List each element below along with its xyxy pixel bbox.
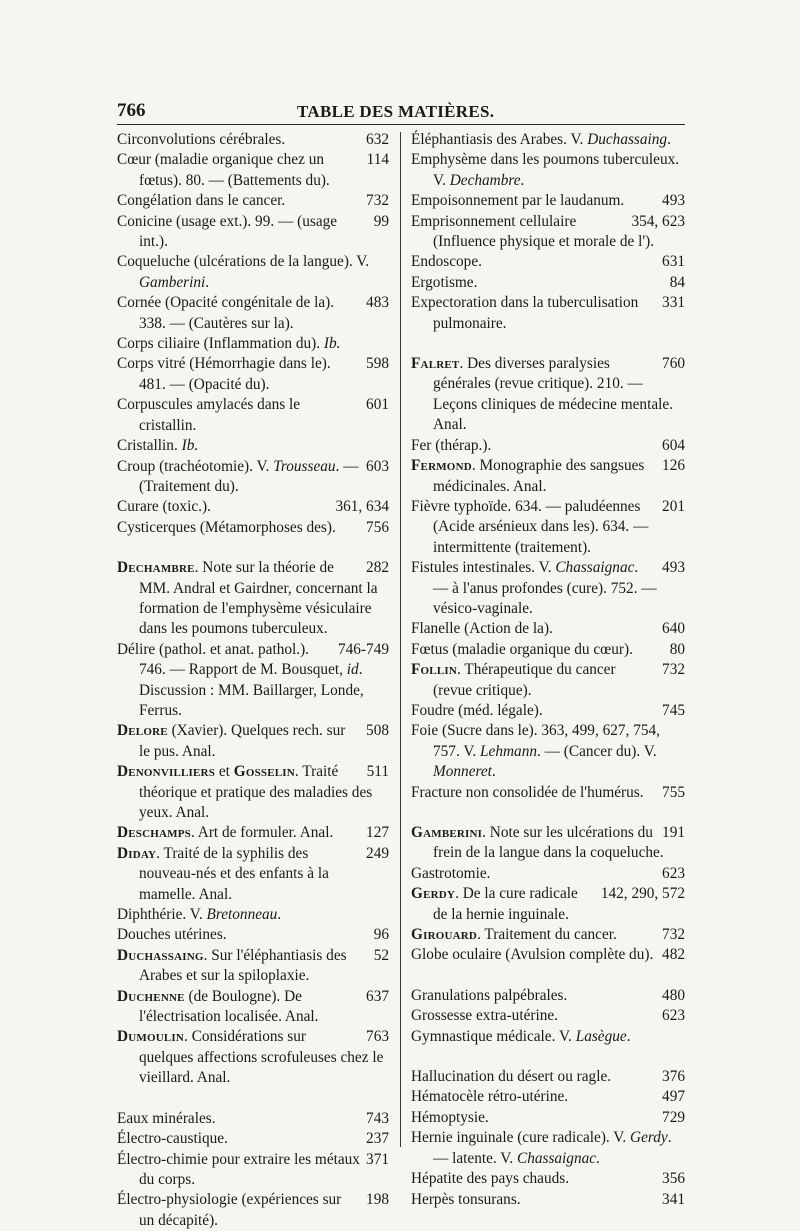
entry-crossref: id [346, 661, 359, 679]
index-entry [411, 456, 685, 497]
index-entry [411, 293, 685, 334]
entry-author: Duchenne [117, 987, 185, 1005]
entry-page-ref: 729 [662, 1108, 685, 1126]
index-entry [117, 946, 389, 987]
entry-text: Endoscope. [411, 253, 482, 271]
entry-page-ref: 80 [669, 640, 685, 658]
index-entry [117, 191, 389, 211]
index-entry [411, 640, 685, 660]
entry-page-ref: 511 [366, 763, 389, 781]
running-title: TABLE DES MATIÈRES. [297, 102, 495, 121]
entry-page-ref: 249 [366, 844, 389, 862]
index-entry [411, 150, 685, 191]
entry-text: Électro-chimie pour extraire les métaux du corps. [117, 1150, 360, 1188]
entry-page-ref: 732 [662, 661, 685, 679]
entry-page-ref: 52 [373, 946, 389, 964]
section-gap [117, 538, 389, 558]
entry-text: . Traité de la syphilis des nouveau-nés et des enfants à la mamelle. Anal. [139, 844, 329, 903]
entry-text: Grossesse extra-utérine. [411, 1007, 558, 1025]
index-entry [117, 558, 389, 640]
entry-author: Girouard [411, 926, 478, 944]
entry-text: Gymnastique médicale. V. [411, 1027, 572, 1045]
index-entry [117, 395, 389, 436]
entry-crossref: Monneret [433, 763, 492, 781]
index-entry [117, 1129, 389, 1149]
index-entry [117, 293, 389, 334]
entry-page-ref: 760 [662, 355, 685, 373]
entry-author: Dechambre [117, 559, 195, 577]
index-entry [411, 1169, 685, 1189]
index-column-right [411, 130, 685, 1210]
entry-page-ref: 603 [366, 457, 389, 475]
entry-text: . [520, 171, 525, 189]
entry-page-ref: 371 [366, 1150, 389, 1168]
entry-page-ref: 746-749 [338, 640, 389, 658]
entry-text: Cristallin. [117, 437, 178, 455]
entry-text: Empoisonnement par le laudanum. [411, 192, 625, 210]
index-entry [117, 497, 389, 517]
index-entry [117, 987, 389, 1028]
index-entry [411, 884, 685, 925]
entry-crossref: Gamberini [139, 273, 206, 291]
entry-page-ref: 598 [366, 355, 389, 373]
entry-text: et [215, 763, 234, 781]
entry-text: . Note sur la théorie de MM. Andral et Gairdner, concernant la formation de l'emphysème vésiculaire dans les poumons tuberculeux. [139, 559, 378, 638]
index-entry [117, 823, 389, 843]
entry-page-ref: 126 [662, 457, 685, 475]
index-entry [117, 1027, 389, 1088]
entry-page-ref: 743 [366, 1109, 389, 1127]
entry-page-ref: 732 [662, 926, 685, 944]
section-gap [117, 1089, 389, 1109]
entry-page-ref: 763 [366, 1028, 389, 1046]
entry-page-ref: 114 [366, 151, 389, 169]
index-entry [411, 1087, 685, 1107]
entry-text: Corps ciliaire (Inflammation du). [117, 335, 321, 353]
entry-crossref: Duchassaing [587, 131, 668, 148]
entry-page-ref: 601 [366, 396, 389, 414]
entry-text: Hépatite des pays chauds. [411, 1170, 570, 1188]
index-entry [117, 640, 389, 722]
entry-page-ref: 623 [662, 864, 685, 882]
entry-text: Électro-physiologie (expériences sur un décapité). [117, 1191, 342, 1229]
entry-text: Emphysème dans les poumons tuberculeux. V. [411, 151, 680, 189]
entry-page-ref: 508 [366, 722, 389, 740]
entry-author: Deschamps [117, 824, 191, 842]
entry-crossref: Lehmann [480, 742, 537, 760]
entry-page-ref: 356 [662, 1170, 685, 1188]
entry-text: Emprisonnement cellulaire (Influence physique et morale de l'). [411, 212, 655, 251]
index-entry [411, 783, 685, 803]
section-gap [411, 803, 685, 823]
entry-text: Circonvolutions cérébrales. [117, 131, 286, 148]
index-entry [411, 945, 685, 965]
entry-page-ref: 756 [366, 518, 389, 536]
entry-text: Flanelle (Action de la). [411, 620, 553, 638]
entry-text: Croup (trachéotomie). V. [117, 457, 270, 475]
entry-crossref: Lasègue [575, 1027, 627, 1045]
entry-crossref: Chassaignac [555, 559, 635, 577]
entry-text: . [491, 763, 496, 781]
entry-text: . Monographie des sangsues médicinales. Anal. [433, 457, 645, 495]
entry-text: Délire (pathol. et anat. pathol.). 746. — Rapport de M. Bousquet, [117, 640, 343, 679]
entry-text: Fer (thérap.). [411, 436, 492, 454]
index-entry [411, 273, 685, 293]
entry-text: . — (Traitement du). [139, 457, 359, 495]
entry-text: . — latente. V. [433, 1129, 672, 1167]
entry-text: Cornée (Opacité congénitale de la). 338. — (Cautères sur la). [117, 294, 335, 332]
page-number: 766 [117, 100, 146, 121]
entry-author: Diday [117, 844, 157, 862]
entry-page-ref: 632 [366, 131, 389, 148]
entry-page-ref: 623 [662, 1007, 685, 1025]
entry-page-ref: 732 [366, 192, 389, 210]
index-entry [411, 1006, 685, 1026]
index-entry [411, 558, 685, 619]
index-entry [411, 191, 685, 211]
entry-page-ref: 640 [662, 620, 685, 638]
entry-page-ref: 99 [373, 212, 389, 230]
entry-text: . [205, 273, 210, 291]
entry-text: Fœtus (maladie organique du cœur). [411, 640, 633, 658]
index-entry [117, 844, 389, 905]
entry-text: (de Boulogne). De l'électrisation localisée. Anal. [139, 987, 319, 1026]
entry-text: . — (Cancer du). V. [537, 742, 657, 760]
entry-text: Gastrotomie. [411, 864, 491, 882]
index-entry [411, 354, 685, 436]
index-entry [411, 823, 685, 864]
entry-text: Fracture non consolidée de l'humérus. [411, 783, 644, 801]
entry-page-ref: 637 [366, 987, 389, 1005]
entry-text: Corpuscules amylacés dans le cristallin. [117, 396, 301, 434]
page-header [117, 100, 685, 124]
entry-text: . Traité théorique et pratique des maladies des yeux. Anal. [139, 763, 373, 821]
entry-text: . — à l'anus profondes (cure). 752. — vésico-vaginale. [433, 559, 657, 617]
entry-text: Hernie inguinale (cure radicale). V. [411, 1129, 627, 1147]
entry-text: Eaux minérales. [117, 1109, 216, 1127]
index-entry [411, 130, 685, 150]
entry-text: . Thérapeutique du cancer (revue critique). [433, 661, 616, 699]
entry-text: . Note sur les ulcérations du frein de la langue dans la coqueluche. [433, 824, 664, 862]
entry-author: Gerdy [411, 885, 456, 903]
entry-crossref: Ib. [181, 437, 199, 455]
entry-text: Hallucination du désert ou ragle. [411, 1068, 612, 1086]
entry-page-ref: 341 [662, 1190, 685, 1208]
section-gap [411, 966, 685, 986]
index-entry [411, 1067, 685, 1087]
entry-page-ref: 483 [366, 294, 389, 312]
index-entry [117, 1109, 389, 1129]
entry-page-ref: 604 [662, 436, 685, 454]
entry-author: Delore [117, 722, 168, 740]
entry-text: Hémoptysie. [411, 1108, 489, 1126]
entry-text: Hématocèle rétro-utérine. [411, 1088, 569, 1106]
index-entry [117, 252, 389, 293]
entry-page-ref: 631 [662, 253, 685, 271]
index-entry [117, 150, 389, 191]
section-gap [411, 1047, 685, 1067]
entry-text: Herpès tonsurans. [411, 1190, 521, 1208]
entry-crossref: Ib. [323, 335, 341, 353]
entry-crossref: Gerdy [630, 1129, 668, 1147]
index-entry [411, 1190, 685, 1210]
entry-crossref: Trousseau [273, 457, 336, 475]
index-entry [411, 436, 685, 456]
entry-author: Follin [411, 661, 457, 679]
entry-author: Gosselin [233, 763, 295, 781]
entry-text: Foudre (méd. légale). [411, 701, 543, 719]
index-entry [117, 130, 389, 150]
entry-text: . [626, 1027, 631, 1045]
entry-text: Cœur (maladie organique chez un fœtus). 80. — (Battements du). [117, 151, 330, 189]
index-column-left [117, 130, 389, 1231]
entry-text: Congélation dans le cancer. [117, 192, 286, 210]
index-entry [117, 1190, 389, 1231]
index-entry [411, 212, 685, 253]
entry-text: . [277, 906, 282, 924]
entry-text: Expectoration dans la tuberculisation pulmonaire. [411, 294, 639, 332]
entry-page-ref: 376 [662, 1068, 685, 1086]
entry-author: Gamberini [411, 824, 483, 841]
index-entry [117, 457, 389, 498]
entry-crossref: Bretonneau [206, 906, 278, 924]
entry-text: . Art de formuler. Anal. [190, 824, 334, 842]
index-entry [411, 1108, 685, 1128]
entry-page-ref: 237 [366, 1130, 389, 1148]
entry-text: Curare (toxic.). [117, 498, 211, 516]
entry-text: . Sur l'éléphantiasis des Arabes et sur la spiloplaxie. [139, 946, 347, 985]
entry-text: . [667, 131, 671, 148]
entry-author: Dumoulin [117, 1028, 185, 1046]
index-entry [411, 701, 685, 721]
entry-text: Conicine (usage ext.). 99. — (usage int.). [117, 212, 338, 251]
entry-text: . Discussion : MM. Baillarger, Londe, Ferrus. [139, 661, 364, 719]
index-entry [117, 436, 389, 456]
entry-text: Électro-caustique. [117, 1130, 228, 1148]
entry-page-ref: 745 [662, 701, 685, 719]
entry-page-ref: 755 [662, 783, 685, 801]
entry-page-ref: 127 [366, 824, 389, 842]
index-entry [117, 212, 389, 253]
entry-page-ref: 480 [662, 986, 685, 1004]
entry-text: . Traitement du cancer. [477, 926, 617, 944]
index-entry [117, 518, 389, 538]
entry-page-ref: 493 [662, 559, 685, 577]
entry-page-ref: 331 [662, 294, 685, 312]
entry-text: Douches utérines. [117, 926, 227, 944]
index-entry [411, 619, 685, 639]
index-entry [411, 1027, 685, 1047]
entry-text: Corps vitré (Hémorrhagie dans le). 481. — (Opacité du). [117, 355, 331, 393]
entry-text: . Des diverses paralysies générales (revue critique). 210. — Leçons cliniques de médecine mentale. Anal. [433, 355, 673, 434]
entry-text: . [596, 1149, 600, 1167]
entry-page-ref: 191 [662, 824, 685, 841]
entry-text: Fièvre typhoïde. 634. — paludéennes (Acide arsénieux dans les). 634. — intermittente (traitement). [411, 497, 649, 556]
index-entry [411, 721, 685, 782]
entry-text: Coqueluche (ulcérations de la langue). V. [117, 253, 370, 271]
entry-page-ref: 84 [669, 273, 685, 291]
entry-author: Fermond [411, 457, 472, 475]
entry-page-ref: 354, 623 [631, 212, 685, 230]
entry-text: Fistules intestinales. V. [411, 559, 552, 577]
entry-text: (Xavier). Quelques rech. sur le pus. Anal. [139, 722, 346, 760]
entry-page-ref: 493 [662, 192, 685, 210]
entry-author: Duchassaing [117, 946, 204, 964]
index-entry [411, 660, 685, 701]
index-entry [411, 497, 685, 558]
index-entry [411, 252, 685, 272]
index-entry [117, 354, 389, 395]
entry-page-ref: 96 [373, 926, 389, 944]
column-divider [400, 132, 401, 1147]
index-entry [117, 762, 389, 823]
entry-text: Éléphantiasis des Arabes. V. [411, 131, 584, 148]
entry-page-ref: 142, 290, 572 [600, 885, 685, 903]
index-entry [411, 1128, 685, 1169]
index-entry [117, 925, 389, 945]
entry-text: Cysticerques (Métamorphoses des). [117, 518, 336, 536]
entry-text: Granulations palpébrales. [411, 986, 568, 1004]
entry-text: . Considérations sur quelques affections scrofuleuses chez le vieillard. Anal. [139, 1028, 384, 1087]
entry-page-ref: 497 [662, 1088, 685, 1106]
index-entry [411, 925, 685, 945]
entry-author: Falret [411, 355, 460, 373]
entry-text: . De la cure radicale de la hernie inguinale. [433, 885, 578, 923]
entry-page-ref: 482 [662, 946, 685, 964]
index-entry [411, 864, 685, 884]
entry-text: Ergotisme. [411, 273, 478, 291]
entry-text: Diphthérie. V. [117, 906, 203, 924]
index-entry [117, 334, 389, 354]
index-entry [411, 986, 685, 1006]
entry-crossref: Chassaignac [517, 1149, 597, 1167]
entry-text: Foie (Sucre dans le). 363, 499, 627, 754, 757. V. [411, 722, 660, 760]
entry-page-ref: 361, 634 [335, 498, 389, 516]
index-entry [117, 1150, 389, 1191]
index-entry [117, 721, 389, 762]
entry-text: Globe oculaire (Avulsion complète du). [411, 946, 654, 964]
entry-page-ref: 282 [366, 559, 389, 577]
entry-crossref: Dechambre [449, 171, 521, 189]
entry-page-ref: 201 [662, 497, 685, 515]
index-entry [117, 905, 389, 925]
entry-page-ref: 198 [366, 1191, 389, 1209]
section-gap [411, 334, 685, 354]
entry-author: Denonvilliers [117, 763, 216, 781]
header-rule [117, 124, 685, 125]
